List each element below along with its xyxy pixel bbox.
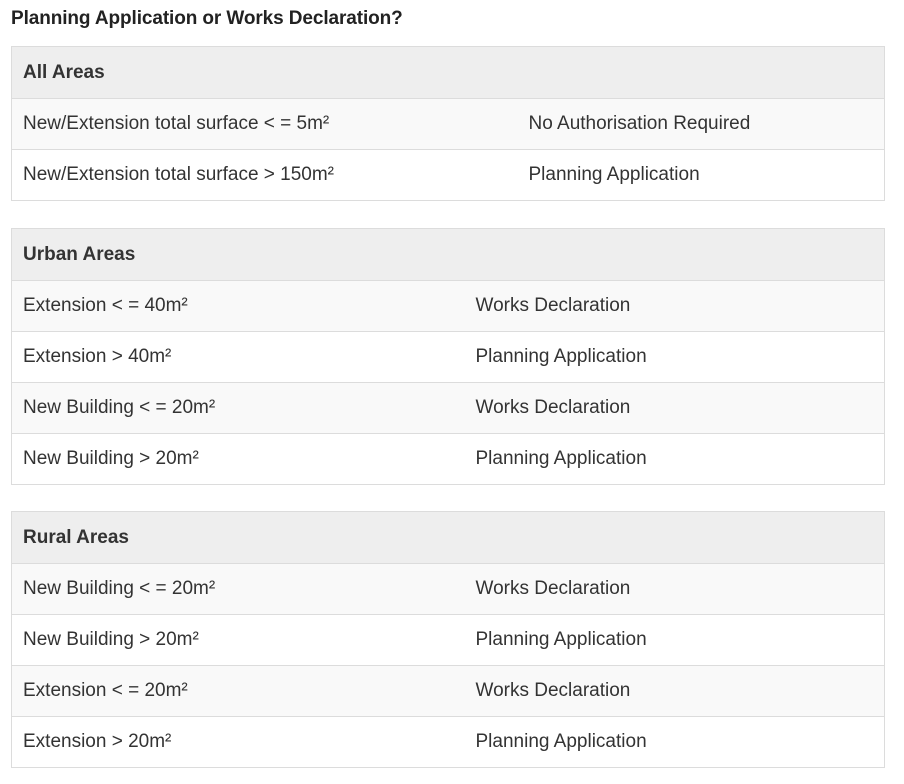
table-row	[12, 717, 885, 768]
table-row	[12, 332, 885, 383]
condition-cell: Extension < = 40m²	[12, 281, 465, 332]
table-heading: Rural Areas	[12, 512, 885, 564]
condition-cell: New/Extension total surface > 150m²	[12, 150, 518, 201]
result-cell: Works Declaration	[465, 383, 885, 434]
table-row	[12, 150, 885, 201]
table-row	[12, 564, 885, 615]
table-row	[12, 99, 885, 150]
table-heading: All Areas	[12, 47, 885, 99]
table-header-row	[12, 229, 885, 281]
result-cell: No Authorisation Required	[518, 99, 885, 150]
urban-areas-table	[11, 228, 885, 485]
result-cell: Planning Application	[465, 717, 885, 768]
condition-cell: New Building < = 20m²	[12, 564, 465, 615]
result-cell: Planning Application	[465, 332, 885, 383]
condition-cell: New Building > 20m²	[12, 434, 465, 485]
table-heading: Urban Areas	[12, 229, 885, 281]
table-header-row	[12, 47, 885, 99]
table-row	[12, 434, 885, 485]
table-row	[12, 615, 885, 666]
result-cell: Planning Application	[518, 150, 885, 201]
table-row	[12, 666, 885, 717]
condition-cell: New Building > 20m²	[12, 615, 465, 666]
table-header-row	[12, 512, 885, 564]
condition-cell: Extension > 40m²	[12, 332, 465, 383]
table-row	[12, 281, 885, 332]
result-cell: Works Declaration	[465, 564, 885, 615]
result-cell: Works Declaration	[465, 666, 885, 717]
result-cell: Planning Application	[465, 615, 885, 666]
condition-cell: Extension > 20m²	[12, 717, 465, 768]
condition-cell: Extension < = 20m²	[12, 666, 465, 717]
all-areas-table	[11, 46, 885, 201]
condition-cell: New Building < = 20m²	[12, 383, 465, 434]
page-title: Planning Application or Works Declaration?	[11, 8, 403, 29]
result-cell: Works Declaration	[465, 281, 885, 332]
table-row	[12, 383, 885, 434]
condition-cell: New/Extension total surface < = 5m²	[12, 99, 518, 150]
result-cell: Planning Application	[465, 434, 885, 485]
rural-areas-table	[11, 511, 885, 768]
